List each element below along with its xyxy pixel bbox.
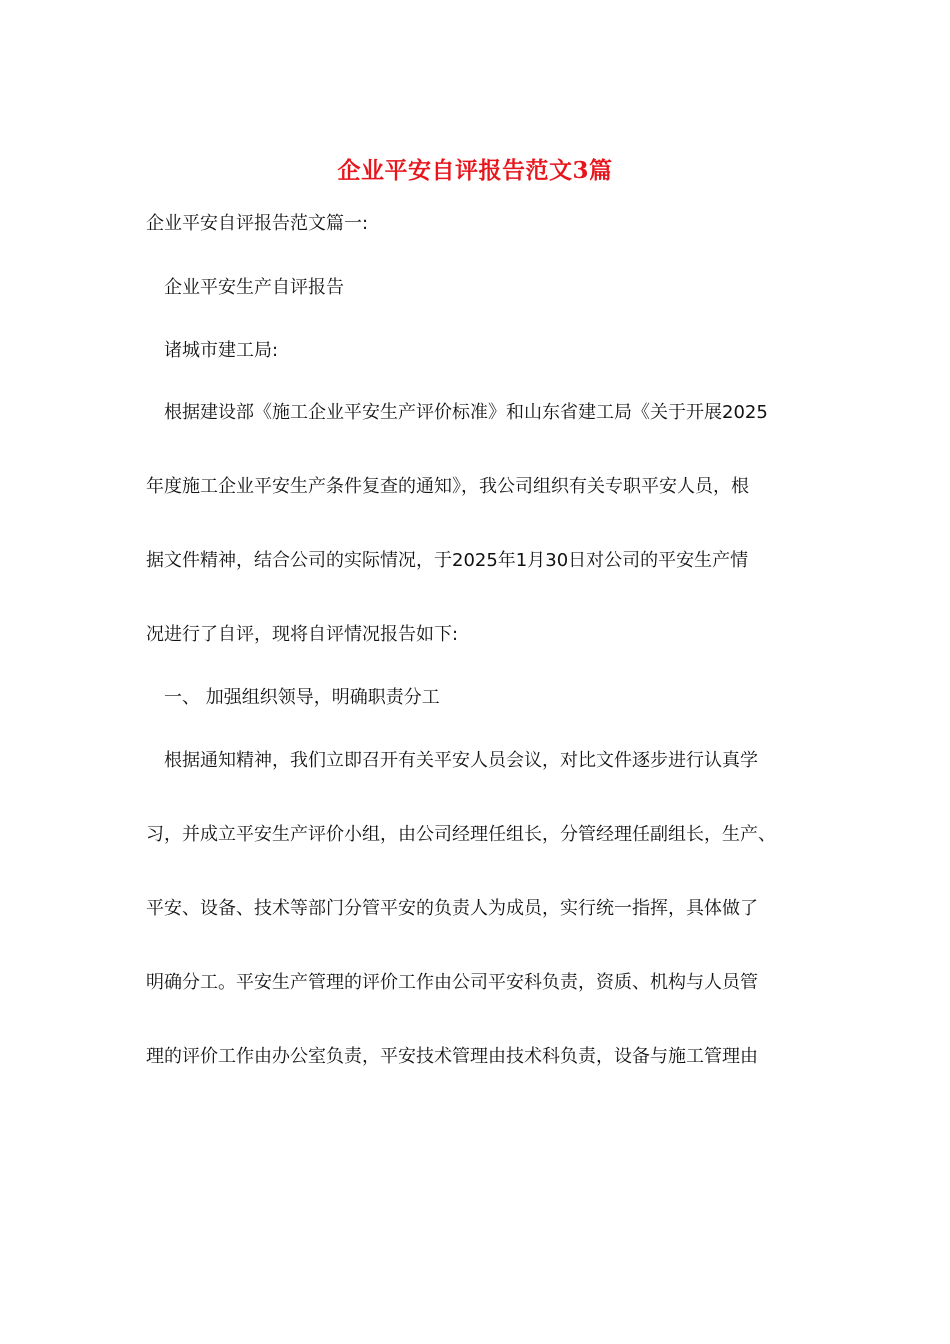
section-heading: 企业平安自评报告范文篇一:: [146, 213, 369, 234]
document-title: 企业平安自评报告范文3篇: [337, 157, 613, 184]
paragraph-line: 习，并成立平安生产评价小组，由公司经理任组长，分管经理任副组长，生产、: [146, 824, 776, 845]
report-title: 企业平安生产自评报告: [164, 277, 344, 298]
paragraph-line: 根据通知精神，我们立即召开有关平安人员会议，对比文件逐步进行认真学: [164, 750, 758, 771]
paragraph-line: 据文件精神，结合公司的实际情况，于2025年1月30日对公司的平安生产情: [146, 550, 749, 571]
paragraph-line: 平安、设备、技术等部门分管平安的负责人为成员，实行统一指挥，具体做了: [146, 898, 758, 919]
paragraph-line: 根据建设部《施工企业平安生产评价标准》和山东省建工局《关于开展2025: [164, 402, 768, 423]
paragraph-line: 明确分工。平安生产管理的评价工作由公司平安科负责，资质、机构与人员管: [146, 972, 758, 993]
paragraph-line: 年度施工企业平安生产条件复查的通知》，我公司组织有关专职平安人员，根: [146, 476, 749, 497]
addressee: 诸城市建工局:: [164, 340, 279, 361]
paragraph-line: 理的评价工作由办公室负责，平安技术管理由技术科负责，设备与施工管理由: [146, 1046, 758, 1067]
paragraph-line: 况进行了自评，现将自评情况报告如下:: [146, 624, 459, 645]
subsection-heading: 一、 加强组织领导，明确职责分工: [164, 687, 440, 708]
